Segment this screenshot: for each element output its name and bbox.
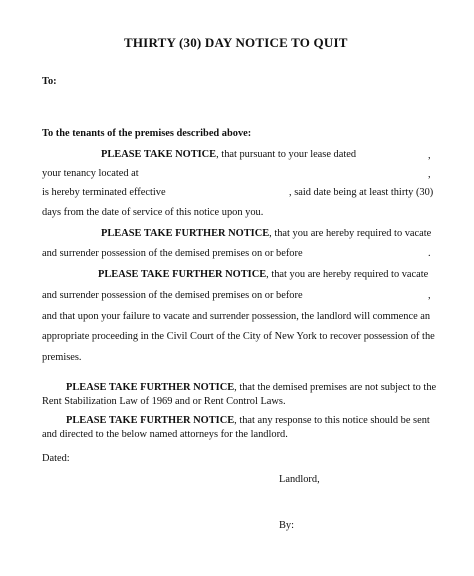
paragraph-3-line-1	[98, 268, 428, 281]
paragraph-text: , that you are hereby required to vacate	[269, 228, 432, 239]
notice-emphasis: PLEASE TAKE FURTHER NOTICE	[101, 228, 270, 239]
paragraph-5-line-2: and directed to the below named attorneys for the landlord.	[42, 429, 288, 440]
tenants-heading: To the tenants of the premises described above:	[42, 128, 252, 139]
notice-emphasis: PLEASE TAKE FURTHER NOTICE	[98, 269, 267, 280]
blank-trail-comma: ,	[428, 150, 431, 161]
paragraph-text: , that you are hereby required to vacate	[266, 269, 429, 280]
blank-trail-comma: ,	[428, 169, 431, 180]
blank-trail-comma: ,	[428, 290, 431, 301]
paragraph-4-line-2: Rent Stabilization Law of 1969 and or Rent Control Laws.	[42, 396, 286, 407]
paragraph-1-line-3-trail: , said date being at least thirty (30)	[289, 187, 434, 198]
document-title: THIRTY (30) DAY NOTICE TO QUIT	[124, 35, 348, 50]
landlord-label: Landlord,	[279, 474, 320, 485]
paragraph-text: , that the demised premises are not subject to the	[234, 382, 437, 393]
paragraph-3-line-5: premises.	[42, 352, 82, 363]
paragraph-1-line-4: days from the date of service of this notice upon you.	[42, 207, 264, 218]
paragraph-3-line-2: and surrender possession of the demised premises on or before	[42, 290, 303, 301]
paragraph-1-line-2: your tenancy located at	[42, 168, 139, 179]
notice-emphasis: PLEASE TAKE FURTHER NOTICE	[66, 382, 235, 393]
by-label: By:	[279, 520, 295, 531]
dated-label: Dated:	[42, 453, 70, 464]
blank-trail-period: .	[428, 248, 431, 259]
paragraph-3-line-4: appropriate proceeding in the Civil Court of the City of New York to recover possession of the	[42, 331, 435, 342]
paragraph-5-line-1	[66, 414, 430, 427]
notice-emphasis: PLEASE TAKE FURTHER NOTICE	[66, 415, 235, 426]
paragraph-text: , that pursuant to your lease dated	[216, 149, 357, 160]
notice-emphasis: PLEASE TAKE NOTICE	[101, 149, 217, 160]
paragraph-1-line-1	[101, 148, 356, 161]
paragraph-1-line-3: is hereby terminated effective	[42, 187, 166, 198]
paragraph-3-line-3: and that upon your failure to vacate and surrender possession, the landlord will commence an	[42, 311, 431, 322]
to-label: To:	[42, 76, 57, 87]
paragraph-2-line-2: and surrender possession of the demised premises on or before	[42, 248, 303, 259]
paragraph-2-line-1	[101, 227, 431, 240]
paragraph-4-line-1	[66, 381, 436, 394]
paragraph-text: , that any response to this notice should be sent	[234, 415, 430, 426]
